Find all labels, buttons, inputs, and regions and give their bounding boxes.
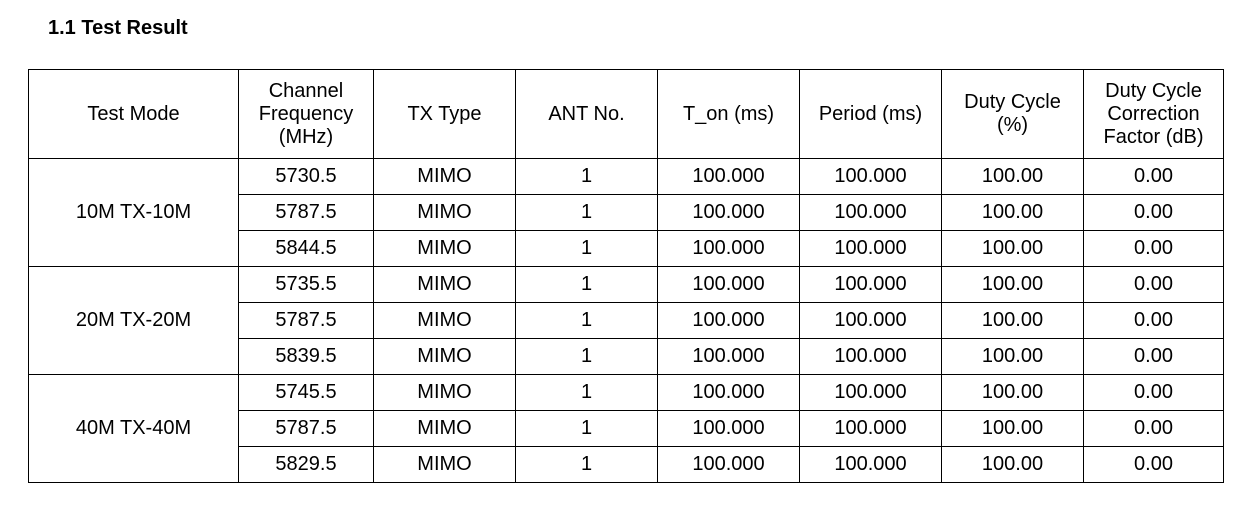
- header-line: (%): [996, 114, 1029, 136]
- ant-no-cell: 1: [516, 303, 658, 339]
- t-on-cell: 100.000: [658, 339, 800, 375]
- frequency-cell: 5730.5: [239, 159, 374, 195]
- ant-no-cell: 1: [516, 159, 658, 195]
- frequency-cell: 5787.5: [239, 411, 374, 447]
- period-cell: 100.000: [800, 159, 942, 195]
- correction-factor-cell: 0.00: [1084, 411, 1224, 447]
- period-cell: 100.000: [800, 303, 942, 339]
- header-line: ANT No.: [548, 102, 625, 125]
- header-line: TX Type: [407, 102, 482, 125]
- header-ant-no: [516, 70, 658, 159]
- duty-cycle-cell: 100.00: [942, 195, 1084, 231]
- header-test-mode: [29, 70, 239, 159]
- correction-factor-cell: 0.00: [1084, 447, 1224, 483]
- correction-factor-cell: 0.00: [1084, 195, 1224, 231]
- header-line: (MHz): [278, 125, 334, 148]
- frequency-cell: 5839.5: [239, 339, 374, 375]
- period-cell: 100.000: [800, 195, 942, 231]
- header-line: T_on (ms): [682, 102, 775, 125]
- header-line: Correction: [1107, 102, 1200, 125]
- test-result-table: [28, 69, 1224, 483]
- correction-factor-cell: 0.00: [1084, 339, 1224, 375]
- correction-factor-cell: 0.00: [1084, 303, 1224, 339]
- correction-factor-cell: 0.00: [1084, 231, 1224, 267]
- duty-cycle-cell: 100.00: [942, 447, 1084, 483]
- test-mode-cell: 10M TX-10M: [29, 159, 239, 267]
- t-on-cell: 100.000: [658, 195, 800, 231]
- tx-type-cell: MIMO: [374, 375, 516, 411]
- ant-no-cell: 1: [516, 267, 658, 303]
- header-line: Duty Cycle: [964, 91, 1061, 113]
- header-line: Channel: [268, 79, 344, 102]
- header-duty-cycle: [942, 70, 1084, 159]
- header-period: [800, 70, 942, 159]
- section-title: 1.1 Test Result: [48, 17, 188, 39]
- tx-type-cell: MIMO: [374, 447, 516, 483]
- test-mode-cell: 40M TX-40M: [29, 375, 239, 483]
- table-row: [29, 267, 1224, 303]
- header-channel-frequency: [239, 70, 374, 159]
- tx-type-cell: MIMO: [374, 339, 516, 375]
- header-line: Test Mode: [87, 102, 180, 125]
- duty-cycle-cell: 100.00: [942, 411, 1084, 447]
- duty-cycle-cell: 100.00: [942, 231, 1084, 267]
- period-cell: 100.000: [800, 339, 942, 375]
- tx-type-cell: MIMO: [374, 195, 516, 231]
- header-t-on: [658, 70, 800, 159]
- t-on-cell: 100.000: [658, 159, 800, 195]
- frequency-cell: 5829.5: [239, 447, 374, 483]
- t-on-cell: 100.000: [658, 303, 800, 339]
- frequency-cell: 5745.5: [239, 375, 374, 411]
- table-row: [29, 375, 1224, 411]
- ant-no-cell: 1: [516, 375, 658, 411]
- header-line: Factor (dB): [1103, 125, 1204, 148]
- ant-no-cell: 1: [516, 231, 658, 267]
- t-on-cell: 100.000: [658, 375, 800, 411]
- correction-factor-cell: 0.00: [1084, 267, 1224, 303]
- header-tx-type: [374, 70, 516, 159]
- duty-cycle-cell: 100.00: [942, 267, 1084, 303]
- header-line: Frequency: [258, 102, 354, 125]
- ant-no-cell: 1: [516, 195, 658, 231]
- tx-type-cell: MIMO: [374, 267, 516, 303]
- ant-no-cell: 1: [516, 411, 658, 447]
- ant-no-cell: 1: [516, 447, 658, 483]
- duty-cycle-cell: 100.00: [942, 159, 1084, 195]
- t-on-cell: 100.000: [658, 267, 800, 303]
- period-cell: 100.000: [800, 231, 942, 267]
- duty-cycle-cell: 100.00: [942, 339, 1084, 375]
- duty-cycle-cell: 100.00: [942, 375, 1084, 411]
- header-line: Duty Cycle: [1105, 79, 1202, 102]
- duty-cycle-cell: 100.00: [942, 303, 1084, 339]
- period-cell: 100.000: [800, 375, 942, 411]
- ant-no-cell: 1: [516, 339, 658, 375]
- frequency-cell: 5787.5: [239, 303, 374, 339]
- test-mode-cell: 20M TX-20M: [29, 267, 239, 375]
- tx-type-cell: MIMO: [374, 159, 516, 195]
- frequency-cell: 5844.5: [239, 231, 374, 267]
- t-on-cell: 100.000: [658, 231, 800, 267]
- table-header-row: [29, 70, 1224, 159]
- correction-factor-cell: 0.00: [1084, 375, 1224, 411]
- correction-factor-cell: 0.00: [1084, 159, 1224, 195]
- period-cell: 100.000: [800, 447, 942, 483]
- header-line: Period (ms): [818, 102, 923, 125]
- period-cell: 100.000: [800, 267, 942, 303]
- frequency-cell: 5787.5: [239, 195, 374, 231]
- period-cell: 100.000: [800, 411, 942, 447]
- tx-type-cell: MIMO: [374, 231, 516, 267]
- tx-type-cell: MIMO: [374, 303, 516, 339]
- frequency-cell: 5735.5: [239, 267, 374, 303]
- table-row: [29, 159, 1224, 195]
- header-duty-cycle-correction-factor: [1084, 70, 1224, 159]
- t-on-cell: 100.000: [658, 447, 800, 483]
- tx-type-cell: MIMO: [374, 411, 516, 447]
- t-on-cell: 100.000: [658, 411, 800, 447]
